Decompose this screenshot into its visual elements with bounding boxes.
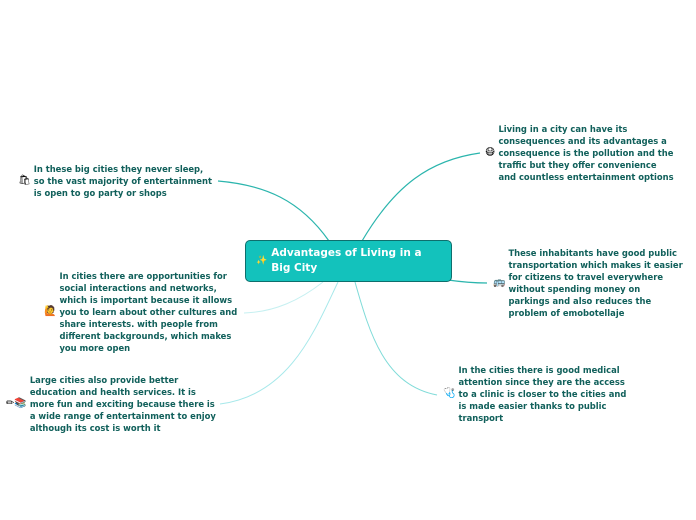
- topic-transport[interactable]: [493, 247, 683, 319]
- topic-education-text: Large cities also provide better education and health services. It is more fun and exciting because there is a wide range of entertainment to enjoy although its cost is worth it: [29, 375, 216, 433]
- connector-nightlife: [218, 181, 329, 241]
- pencil-books-icon: ✏📚: [6, 398, 27, 409]
- connector-medical: [355, 282, 437, 395]
- shopping-bags-icon: 🛍: [18, 175, 31, 186]
- mask-face-icon: 😷: [485, 147, 496, 158]
- topic-social-text: In cities there are opportunities for social interactions and networks, which is important because it allows you to learn about other cultures and share interests. with people from different backgrounds, which makes you more open: [59, 271, 238, 353]
- topic-medical[interactable]: [443, 364, 633, 424]
- central-topic-title: Advantages of Living in a Big City: [271, 247, 422, 274]
- topic-pollution[interactable]: [485, 123, 675, 183]
- stethoscope-icon: 🩺: [443, 388, 456, 399]
- topic-pollution-text: Living in a city can have its consequences and its advantages a consequence is the pollution and the traffic but they offer convenience and countless entertainment options: [498, 124, 674, 182]
- bus-icon: 🚌: [493, 277, 506, 288]
- connector-social: [244, 282, 323, 313]
- topic-medical-text: In the cities there is good medical attention since they are the access to a clinic is closer to the cities and is made easier thanks to public transport: [458, 365, 627, 423]
- central-topic[interactable]: [245, 240, 452, 282]
- topic-education[interactable]: [6, 374, 216, 434]
- topic-nightlife[interactable]: [18, 163, 213, 199]
- connector-transport: [448, 280, 487, 283]
- topic-social[interactable]: [44, 270, 239, 354]
- sparkles-icon: ✨: [256, 255, 268, 266]
- topic-transport-text: These inhabitants have good public transportation which makes it easier for citizens to travel everywhere without spending money on parkings and also reduces the problem of emobotellaje: [508, 248, 683, 318]
- connector-pollution: [362, 153, 480, 241]
- person-raising-hand-icon: 🙋: [44, 306, 57, 317]
- topic-nightlife-text: In these big cities they never sleep, so the vast majority of entertainment is open to go party or shops: [33, 164, 212, 198]
